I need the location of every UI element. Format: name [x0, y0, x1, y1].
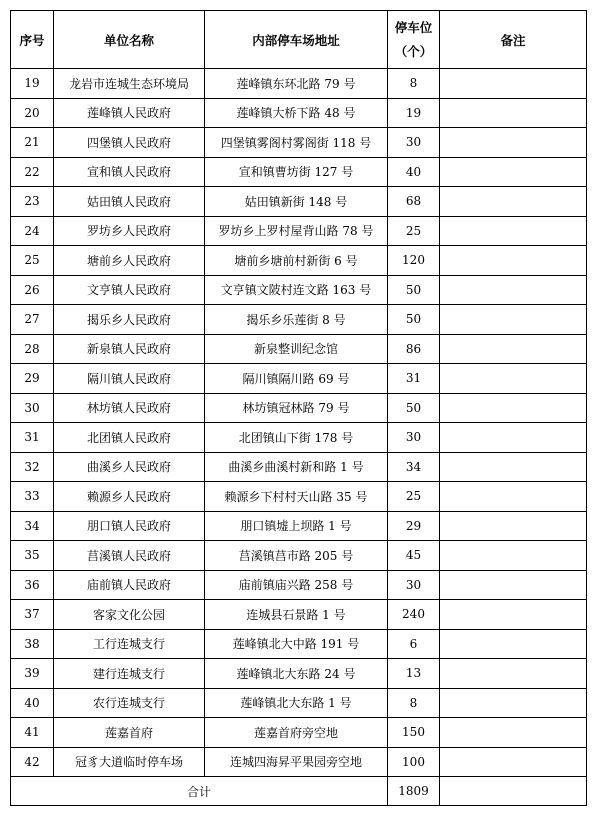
table-row: [11, 659, 587, 689]
cell-remark: [440, 452, 587, 482]
cell-spaces: 30: [388, 570, 440, 600]
cell-remark: [440, 688, 587, 718]
total-spaces: 1809: [388, 777, 440, 806]
cell-spaces: 25: [388, 482, 440, 512]
cell-name: 四堡镇人民政府: [54, 128, 205, 158]
cell-spaces: 8: [388, 688, 440, 718]
cell-index: 20: [11, 98, 54, 128]
cell-spaces: 29: [388, 511, 440, 541]
cell-spaces: 40: [388, 157, 440, 187]
cell-remark: [440, 128, 587, 158]
total-remark: [440, 777, 587, 806]
table-row: [11, 246, 587, 276]
cell-index: 25: [11, 246, 54, 276]
cell-address: 文亨镇文陂村连文路 163 号: [205, 275, 388, 305]
cell-index: 21: [11, 128, 54, 158]
cell-remark: [440, 393, 587, 423]
cell-index: 39: [11, 659, 54, 689]
cell-name: 客家文化公园: [54, 600, 205, 630]
header-remark: 备注: [440, 11, 587, 69]
cell-address: 揭乐乡乐莲街 8 号: [205, 305, 388, 335]
parking-table: [10, 10, 587, 806]
cell-spaces: 86: [388, 334, 440, 364]
cell-address: 隔川镇隔川路 69 号: [205, 364, 388, 394]
cell-name: 新泉镇人民政府: [54, 334, 205, 364]
table-row: [11, 452, 587, 482]
cell-spaces: 50: [388, 275, 440, 305]
cell-index: 28: [11, 334, 54, 364]
cell-remark: [440, 216, 587, 246]
table-row: [11, 187, 587, 217]
cell-index: 34: [11, 511, 54, 541]
table-row: [11, 364, 587, 394]
table-row: [11, 511, 587, 541]
cell-index: 29: [11, 364, 54, 394]
cell-name: 罗坊乡人民政府: [54, 216, 205, 246]
cell-name: 建行连城支行: [54, 659, 205, 689]
cell-remark: [440, 98, 587, 128]
cell-remark: [440, 334, 587, 364]
table-row: [11, 216, 587, 246]
cell-index: 31: [11, 423, 54, 453]
cell-address: 新泉整训纪念馆: [205, 334, 388, 364]
cell-remark: [440, 747, 587, 777]
total-label: 合计: [11, 777, 388, 806]
cell-address: 林坊镇冠林路 79 号: [205, 393, 388, 423]
cell-name: 北团镇人民政府: [54, 423, 205, 453]
header-address: 内部停车场地址: [205, 11, 388, 69]
cell-spaces: 150: [388, 718, 440, 748]
cell-spaces: 50: [388, 305, 440, 335]
cell-name: 林坊镇人民政府: [54, 393, 205, 423]
header-name: 单位名称: [54, 11, 205, 69]
header-spaces-line1: 停车位: [394, 19, 433, 35]
cell-name: 莲嘉首府: [54, 718, 205, 748]
cell-name: 宣和镇人民政府: [54, 157, 205, 187]
cell-remark: [440, 423, 587, 453]
cell-spaces: 30: [388, 128, 440, 158]
table-body: [11, 69, 587, 777]
cell-spaces: 25: [388, 216, 440, 246]
cell-name: 工行连城支行: [54, 629, 205, 659]
cell-name: 文亨镇人民政府: [54, 275, 205, 305]
cell-address: 莒溪镇莒市路 205 号: [205, 541, 388, 571]
cell-address: 宣和镇曹坊街 127 号: [205, 157, 388, 187]
cell-remark: [440, 187, 587, 217]
cell-spaces: 240: [388, 600, 440, 630]
cell-remark: [440, 69, 587, 99]
header-spaces: [388, 11, 440, 69]
cell-spaces: 45: [388, 541, 440, 571]
cell-name: 庙前镇人民政府: [54, 570, 205, 600]
cell-name: 莲峰镇人民政府: [54, 98, 205, 128]
cell-index: 22: [11, 157, 54, 187]
cell-remark: [440, 275, 587, 305]
cell-index: 30: [11, 393, 54, 423]
table-row: [11, 157, 587, 187]
cell-remark: [440, 482, 587, 512]
header-row: [11, 11, 587, 69]
table-row: [11, 600, 587, 630]
cell-spaces: 68: [388, 187, 440, 217]
cell-index: 38: [11, 629, 54, 659]
cell-address: 连城县石景路 1 号: [205, 600, 388, 630]
cell-spaces: 100: [388, 747, 440, 777]
cell-index: 24: [11, 216, 54, 246]
cell-spaces: 31: [388, 364, 440, 394]
cell-index: 23: [11, 187, 54, 217]
cell-remark: [440, 659, 587, 689]
cell-index: 41: [11, 718, 54, 748]
table-row: [11, 718, 587, 748]
cell-remark: [440, 246, 587, 276]
cell-index: 40: [11, 688, 54, 718]
table-row: [11, 69, 587, 99]
cell-address: 莲峰镇大桥下路 48 号: [205, 98, 388, 128]
table-row: [11, 305, 587, 335]
cell-spaces: 19: [388, 98, 440, 128]
cell-name: 莒溪镇人民政府: [54, 541, 205, 571]
header-spaces-line2: （个）: [394, 43, 433, 59]
cell-name: 曲溪乡人民政府: [54, 452, 205, 482]
cell-name: 冠豸大道临时停车场: [54, 747, 205, 777]
cell-address: 连城四海昇平果园旁空地: [205, 747, 388, 777]
cell-address: 莲峰镇北大东路 1 号: [205, 688, 388, 718]
cell-name: 揭乐乡人民政府: [54, 305, 205, 335]
cell-index: 37: [11, 600, 54, 630]
header-index: 序号: [11, 11, 54, 69]
cell-name: 龙岩市连城生态环境局: [54, 69, 205, 99]
cell-spaces: 50: [388, 393, 440, 423]
cell-address: 莲嘉首府旁空地: [205, 718, 388, 748]
cell-remark: [440, 305, 587, 335]
table-row: [11, 98, 587, 128]
cell-index: 33: [11, 482, 54, 512]
cell-address: 四堡镇雾阁村雾阁街 118 号: [205, 128, 388, 158]
cell-spaces: 6: [388, 629, 440, 659]
table-row: [11, 275, 587, 305]
cell-name: 隔川镇人民政府: [54, 364, 205, 394]
table-row: [11, 393, 587, 423]
cell-address: 曲溪乡曲溪村新和路 1 号: [205, 452, 388, 482]
cell-remark: [440, 570, 587, 600]
cell-address: 朋口镇墟上坝路 1 号: [205, 511, 388, 541]
cell-spaces: 13: [388, 659, 440, 689]
table-row: [11, 128, 587, 158]
table-row: [11, 423, 587, 453]
table-row: [11, 629, 587, 659]
cell-spaces: 120: [388, 246, 440, 276]
cell-address: 莲峰镇东环北路 79 号: [205, 69, 388, 99]
cell-address: 莲峰镇北大东路 24 号: [205, 659, 388, 689]
cell-index: 19: [11, 69, 54, 99]
cell-remark: [440, 718, 587, 748]
cell-address: 北团镇山下街 178 号: [205, 423, 388, 453]
cell-address: 赖源乡下村村天山路 35 号: [205, 482, 388, 512]
cell-index: 32: [11, 452, 54, 482]
cell-address: 塘前乡塘前村新街 6 号: [205, 246, 388, 276]
total-row: [11, 777, 587, 806]
cell-remark: [440, 541, 587, 571]
cell-remark: [440, 157, 587, 187]
cell-index: 42: [11, 747, 54, 777]
cell-remark: [440, 629, 587, 659]
cell-address: 姑田镇新街 148 号: [205, 187, 388, 217]
cell-remark: [440, 511, 587, 541]
cell-spaces: 34: [388, 452, 440, 482]
cell-name: 朋口镇人民政府: [54, 511, 205, 541]
cell-address: 莲峰镇北大中路 191 号: [205, 629, 388, 659]
table-row: [11, 570, 587, 600]
table-row: [11, 482, 587, 512]
table-row: [11, 334, 587, 364]
cell-index: 26: [11, 275, 54, 305]
table-row: [11, 747, 587, 777]
cell-index: 27: [11, 305, 54, 335]
cell-remark: [440, 600, 587, 630]
table-row: [11, 688, 587, 718]
cell-address: 罗坊乡上罗村屋背山路 78 号: [205, 216, 388, 246]
cell-index: 36: [11, 570, 54, 600]
cell-remark: [440, 364, 587, 394]
cell-spaces: 8: [388, 69, 440, 99]
cell-name: 塘前乡人民政府: [54, 246, 205, 276]
cell-name: 姑田镇人民政府: [54, 187, 205, 217]
cell-spaces: 30: [388, 423, 440, 453]
cell-index: 35: [11, 541, 54, 571]
cell-name: 农行连城支行: [54, 688, 205, 718]
cell-address: 庙前镇庙兴路 258 号: [205, 570, 388, 600]
table-row: [11, 541, 587, 571]
cell-name: 赖源乡人民政府: [54, 482, 205, 512]
